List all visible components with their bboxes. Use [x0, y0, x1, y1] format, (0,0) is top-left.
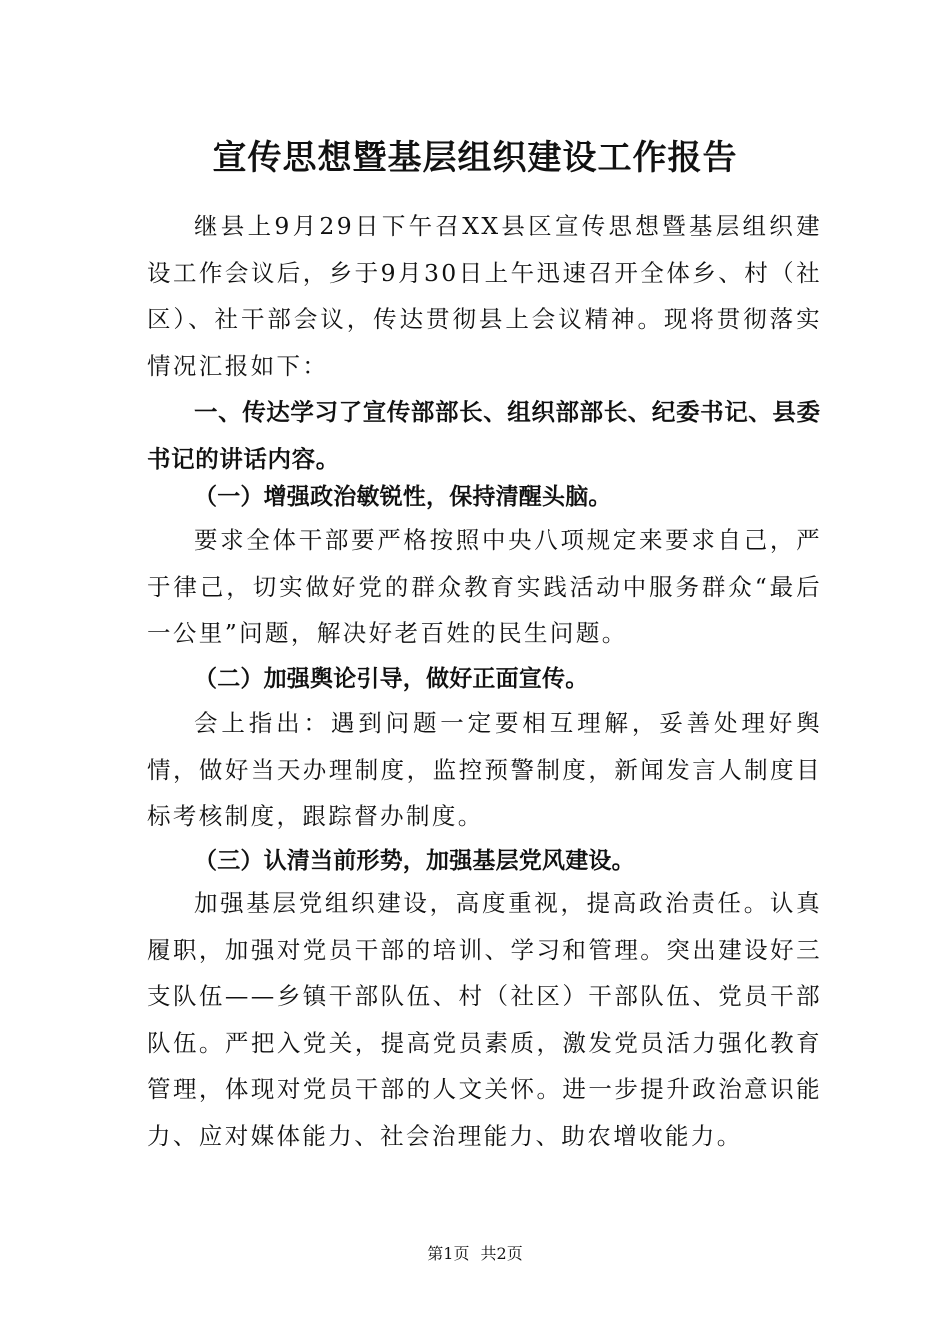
subsection-2-body: 会上指出：遇到问题一定要相互理解，妥善处理好舆情，做好当天办理制度，监控预警制度，新闻发言人制度目标考核制度，跟踪督办制度。	[147, 709, 822, 830]
page-footer	[0, 1243, 950, 1265]
document-title: 宣传思想暨基层组织建设工作报告	[212, 138, 738, 178]
page-number: 第1页	[427, 1244, 470, 1263]
subsection-3-heading: （三）认清当前形势，加强基层党风建设。	[194, 848, 635, 874]
section-1-heading: 一、传达学习了宣传部部长、组织部部长、纪委书记、县委书记的讲话内容。	[147, 398, 821, 473]
subsection-1-heading: （一）增强政治敏锐性，保持清醒头脑。	[194, 484, 612, 510]
subsection-3-body: 加强基层党组织建设，高度重视，提高政治责任。认真履职，加强对党员干部的培训、学习和管理。突出建设好三支队伍——乡镇干部队伍、村（社区）干部队伍、党员干部队伍。严把入党关，提高党员素质，激发党员活力强化教育管理，体现对党员干部的人文关怀。进一步提升政治意识能力、应对媒体能力、社会治理能力、助农增收能力。	[147, 889, 822, 1150]
subsection-1-body: 要求全体干部要严格按照中央八项规定来要求自己，严于律己，切实做好党的群众教育实践活动中服务群众“最后一公里”问题，解决好老百姓的民生问题。	[147, 526, 822, 647]
page-total: 共2页	[480, 1244, 523, 1263]
subsection-2-heading: （二）加强舆论引导，做好正面宣传。	[194, 666, 589, 692]
intro-paragraph: 继县上9月29日下午召XX县区宣传思想暨基层组织建设工作会议后，乡于9月30日上午迅速召开全体乡、村（社区）、社干部会议，传达贯彻县上会议精神。现将贯彻落实情况汇报如下：	[147, 212, 822, 380]
